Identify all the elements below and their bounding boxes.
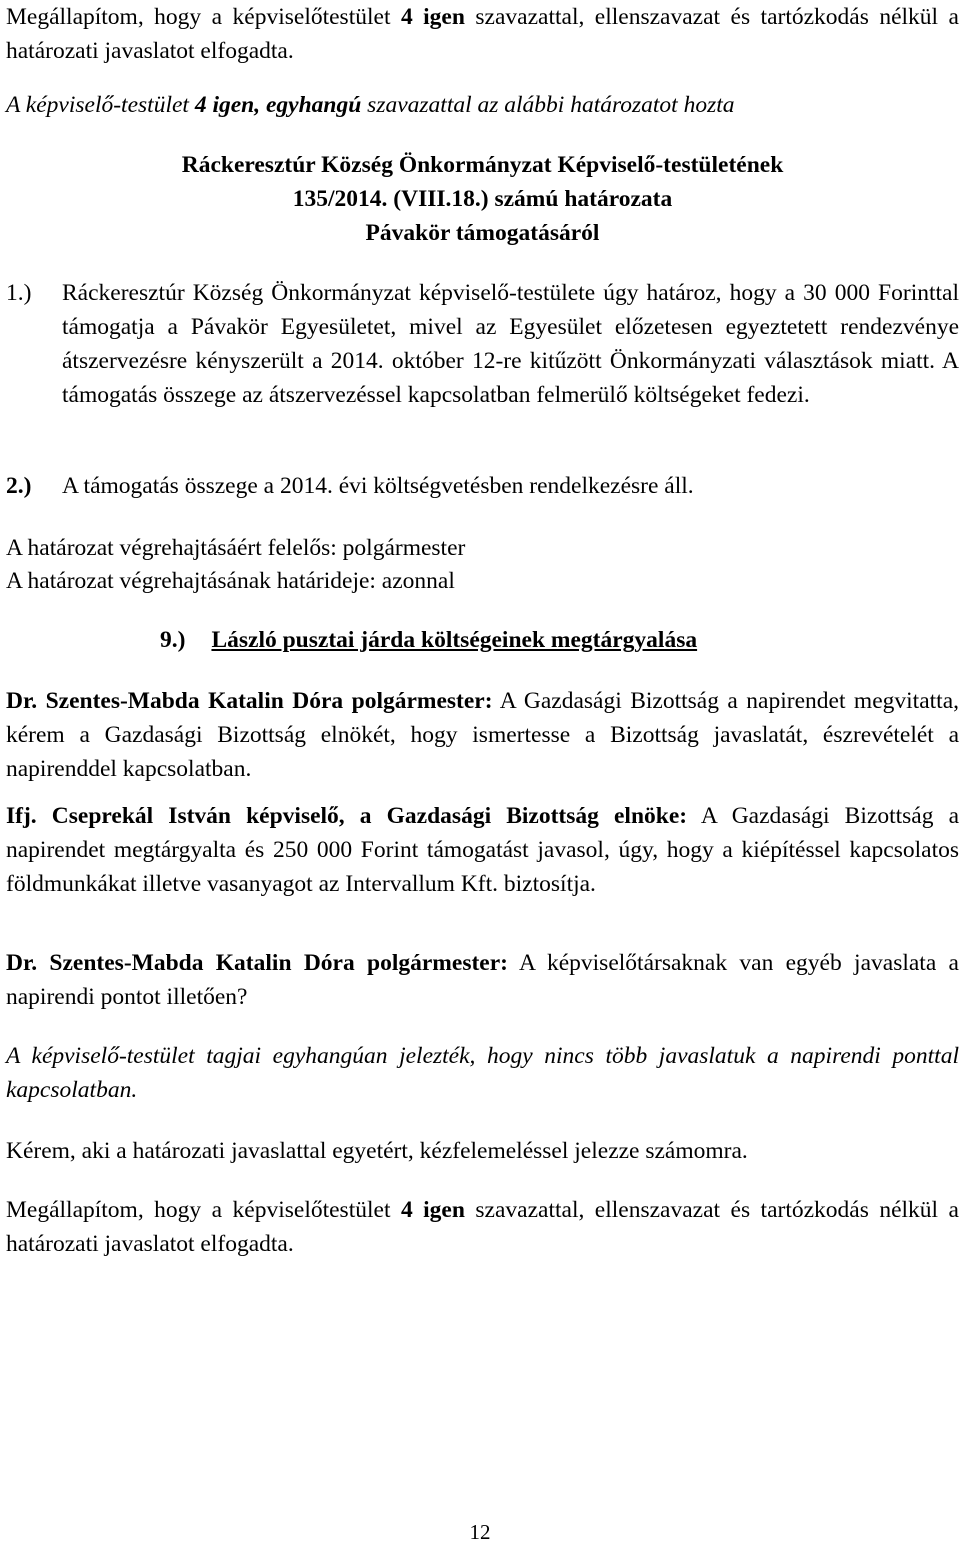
vote-text-part: Megállapítom, hogy a képviselőtestület <box>6 1197 401 1223</box>
item-number: 2.) <box>6 473 32 499</box>
speaker-name: Dr. Szentes-Mabda Katalin Dóra polgármester: <box>6 950 508 976</box>
resolution-title <box>6 148 959 250</box>
board-note-paragraph: A képviselő-testület tagjai egyhangúan jelezték, hogy nincs több javaslatuk a napirendi ponttal kapcsolatban. <box>6 1043 959 1103</box>
vote-result-paragraph-bottom <box>6 1193 959 1261</box>
speaker-name: Dr. Szentes-Mabda Katalin Dóra polgármester: <box>6 688 493 714</box>
resolution-title-line3: Pávakör támogatásáról <box>365 220 600 246</box>
item-text: Ráckeresztúr Község Önkormányzat képviselő-testülete úgy határoz, hogy a 30 000 Forinttal támogatja a Pávakör Egyesületet, mivel az Egyesület előzetesen egyeztetett rendezvénye átszervezésre kényszerült a 2014. október 12-re kitűzött Önkormányzati választások miatt. A támogatás összege az átszervezéssel kapcsolatban felmerülő költségeket fedezi. <box>62 280 959 408</box>
vote-text-part: szavazattal, ellenszavazat és tartózkodás nélkül a határozati javaslatot elfogadta. <box>6 1197 959 1257</box>
committee-chair-paragraph <box>6 799 959 901</box>
vote-intro-part: szavazattal az alábbi határozatot hozta <box>361 92 735 118</box>
speaker-name: Ifj. Cseprekál István képviselő, a Gazdasági Bizottság elnöke: <box>6 803 688 829</box>
resolution-item-2 <box>6 469 959 503</box>
vote-text-part: Megállapítom, hogy a képviselőtestület <box>6 4 401 30</box>
vote-intro-count: 4 igen, egyhangú <box>194 92 362 118</box>
speech-text: A Gazdasági Bizottság a napirendet megtárgyalta és 250 000 Forint támogatást javasol, úgy, hogy a kiépítéssel kapcsolatos földmunkákat illetve vasanyagot az Intervallum Kft. biztosítja. <box>6 803 959 897</box>
document-page <box>6 0 959 1543</box>
section-title: László pusztai járda költségeinek megtárgyalása <box>211 627 698 653</box>
vote-intro <box>6 88 959 122</box>
mayor-paragraph-2 <box>6 946 959 1014</box>
section-number: 9.) <box>160 627 186 653</box>
vote-count: 4 igen <box>400 4 465 30</box>
deadline-line: A határozat végrehajtásának határideje: azonnal <box>6 568 455 594</box>
item-number: 1.) <box>6 280 32 306</box>
vote-result-paragraph-top <box>6 0 959 68</box>
speech-text: A képviselőtársaknak van egyéb javaslata a napirendi pontot illetően? <box>6 950 959 1010</box>
item-text: A támogatás összege a 2014. évi költségvetésben rendelkezésre áll. <box>62 473 694 499</box>
responsible-line: A határozat végrehajtásáért felelős: polgármester <box>6 535 466 561</box>
section-heading <box>160 623 697 657</box>
request-paragraph: Kérem, aki a határozati javaslattal egyetért, kézfelemeléssel jelezze számomra. <box>6 1138 748 1164</box>
speech-text: A Gazdasági Bizottság a napirendet megvitatta, kérem a Gazdasági Bizottság elnökét, hogy ismertesse a Bizottság javaslatát, észrevételét a napirenddel kapcsolatban. <box>6 688 959 782</box>
vote-count: 4 igen <box>400 1197 465 1223</box>
page-number: 12 <box>469 1520 491 1544</box>
resolution-title-line1: Ráckeresztúr Község Önkormányzat Képviselő-testületének <box>181 152 784 178</box>
vote-text-part: szavazattal, ellenszavazat és tartózkodás nélkül a határozati javaslatot elfogadta. <box>6 4 959 64</box>
vote-intro-part: A képviselő-testület <box>6 92 195 118</box>
mayor-paragraph-1 <box>6 684 959 786</box>
resolution-title-line2: 135/2014. (VIII.18.) számú határozata <box>292 186 673 212</box>
resolution-item-1 <box>6 276 959 412</box>
